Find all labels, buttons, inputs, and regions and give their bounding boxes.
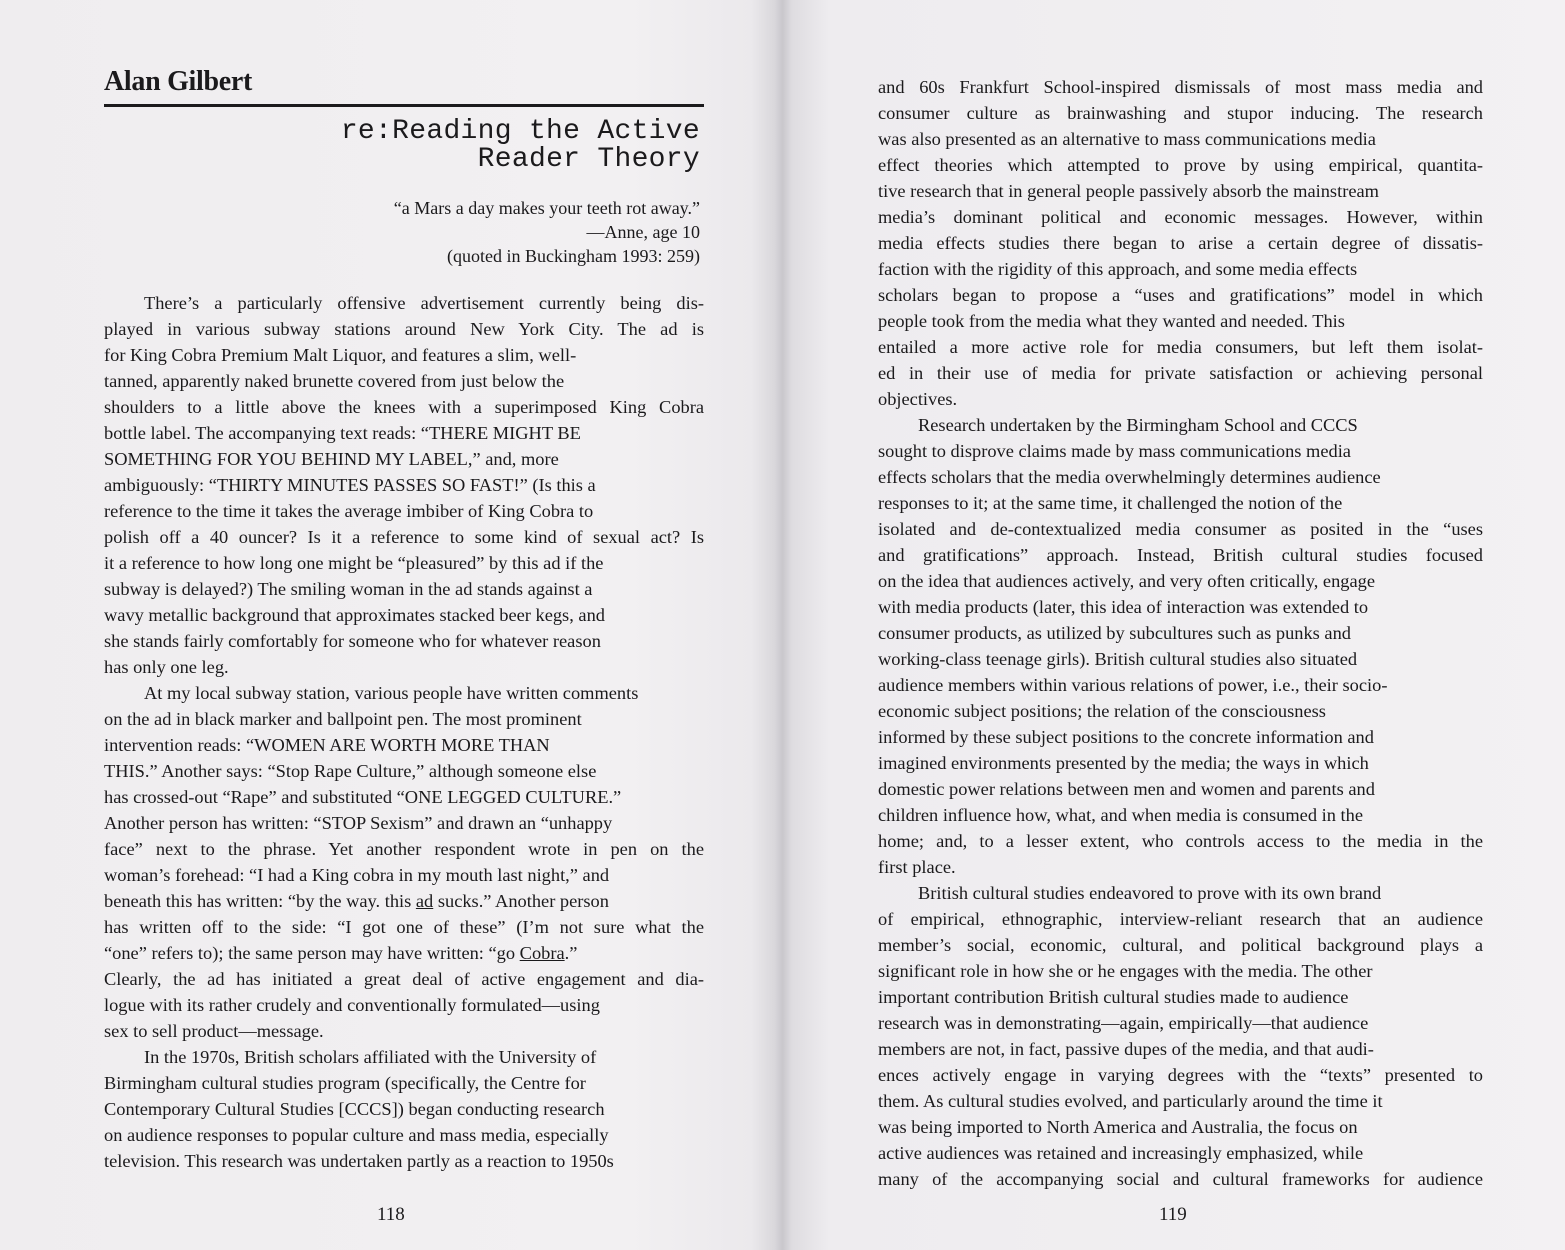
title-line: re:Reading the Active xyxy=(340,116,700,147)
article-title xyxy=(140,118,700,174)
text-line: subway is delayed?) The smiling woman in the ad stands against a xyxy=(104,579,593,599)
epigraph-citation: (quoted in Buckingham 1993: 259) xyxy=(447,246,700,266)
text-line: objectives. xyxy=(878,389,958,409)
text-line: tanned, apparently naked brunette covered from just below the xyxy=(104,371,565,391)
text-line: of empirical, ethnographic, interview-reliant research that an audience xyxy=(878,909,1483,929)
text-line: on the idea that audiences actively, and very often critically, engage xyxy=(878,571,1376,591)
text-line: scholars began to propose a “uses and gratifications” model in which xyxy=(878,285,1483,305)
text-line: Birmingham cultural studies program (specifically, the Centre for xyxy=(104,1073,586,1093)
text-line: consumer culture as brainwashing and stupor inducing. The research xyxy=(878,103,1483,123)
page-number: 119 xyxy=(1159,1204,1187,1225)
text-line: member’s social, economic, cultural, and political background plays a xyxy=(878,935,1483,955)
right-body-text xyxy=(878,74,1483,1192)
text-line: imagined environments presented by the media; the ways in which xyxy=(878,753,1369,773)
right-page xyxy=(790,0,1565,1250)
text-line: people took from the media what they wanted and needed. This xyxy=(878,311,1345,331)
text-line: isolated and de-contextualized media consumer as posited in the “uses xyxy=(878,519,1483,539)
text-line: and 60s Frankfurt School-inspired dismissals of most mass media and xyxy=(878,77,1483,97)
text-line: audience members within various relations of power, i.e., their socio- xyxy=(878,675,1388,695)
text-line: intervention reads: “WOMEN ARE WORTH MORE THAN xyxy=(104,735,550,755)
text-line: At my local subway station, various people have written comments xyxy=(144,683,639,703)
text-line: and gratifications” approach. Instead, British cultural studies focused xyxy=(878,545,1483,565)
text-line: was also presented as an alternative to mass communications media xyxy=(878,129,1376,149)
text-line: has written off to the side: “I got one of these” (I’m not sure what the xyxy=(104,917,704,937)
text-line: Clearly, the ad has initiated a great deal of active engagement and dia- xyxy=(104,969,704,989)
text-line: members are not, in fact, passive dupes of the media, and that audi- xyxy=(878,1039,1374,1059)
text-line: informed by these subject positions to the concrete information and xyxy=(878,727,1374,747)
text-line: them. As cultural studies evolved, and particularly around the time it xyxy=(878,1091,1383,1111)
text-fragment: “one” refers to); the same person may have written: “go xyxy=(104,943,520,963)
text-line: Another person has written: “STOP Sexism” and drawn an “unhappy xyxy=(104,813,613,833)
text-line: British cultural studies endeavored to prove with its own brand xyxy=(918,883,1382,903)
text-line: woman’s forehead: “I had a King cobra in my mouth last night,” and xyxy=(104,865,610,885)
left-page xyxy=(0,0,782,1250)
text-line: was being imported to North America and Australia, the focus on xyxy=(878,1117,1358,1137)
text-line: played in various subway stations around New York City. The ad is xyxy=(104,319,704,339)
text-line: faction with the rigidity of this approach, and some media effects xyxy=(878,259,1358,279)
text-line: THIS.” Another says: “Stop Rape Culture,” although someone else xyxy=(104,761,597,781)
text-line: There’s a particularly offensive advertisement currently being dis- xyxy=(144,293,704,313)
text-line: logue with its rather crudely and conventionally formulated—using xyxy=(104,995,600,1015)
epigraph-quote: “a Mars a day makes your teeth rot away.” xyxy=(393,198,700,218)
text-line: children influence how, what, and when media is consumed in the xyxy=(878,805,1363,825)
text-line: tive research that in general people passively absorb the mainstream xyxy=(878,181,1379,201)
text-line: effect theories which attempted to prove by using empirical, quantita- xyxy=(878,155,1483,175)
text-fragment: .” xyxy=(564,943,578,963)
text-line: media effects studies there began to arise a certain degree of dissatis- xyxy=(878,233,1483,253)
text-line: SOMETHING FOR YOU BEHIND MY LABEL,” and, more xyxy=(104,449,559,469)
text-line: home; and, to a lesser extent, who controls access to the media in the xyxy=(878,831,1483,851)
text-line: active audiences was retained and increasingly emphasized, while xyxy=(878,1143,1364,1163)
text-line: first place. xyxy=(878,857,956,877)
text-line: responses to it; at the same time, it challenged the notion of the xyxy=(878,493,1343,513)
header-rule xyxy=(104,104,704,107)
text-line: media’s dominant political and economic messages. However, within xyxy=(878,207,1483,227)
text-line: shoulders to a little above the knees with a superimposed King Cobra xyxy=(104,397,704,417)
text-line: ambiguously: “THIRTY MINUTES PASSES SO FAST!” (Is this a xyxy=(104,475,596,495)
text-line: she stands fairly comfortably for someone who for whatever reason xyxy=(104,631,601,651)
text-line: with media products (later, this idea of interaction was extended to xyxy=(878,597,1369,617)
text-line: bottle label. The accompanying text reads: “THERE MIGHT BE xyxy=(104,423,581,443)
text-line: television. This research was undertaken partly as a reaction to 1950s xyxy=(104,1151,614,1171)
text-line: working-class teenage girls). British cultural studies also situated xyxy=(878,649,1358,669)
title-line: Reader Theory xyxy=(477,144,700,175)
epigraph xyxy=(200,196,700,268)
text-line: research was in demonstrating—again, empirically—that audience xyxy=(878,1013,1369,1033)
text-line: ed in their use of media for private satisfaction or achieving personal xyxy=(878,363,1483,383)
text-line xyxy=(104,888,704,914)
text-line: on audience responses to popular culture and mass media, especially xyxy=(104,1125,609,1145)
underlined-word: Cobra xyxy=(519,943,565,963)
text-line: it a reference to how long one might be “pleasured” by this ad if the xyxy=(104,553,604,573)
text-line: significant role in how she or he engages with the media. The other xyxy=(878,961,1373,981)
text-line: has crossed-out “Rape” and substituted “ONE LEGGED CULTURE.” xyxy=(104,787,622,807)
text-fragment: sucks.” Another person xyxy=(433,891,609,911)
page-number: 118 xyxy=(377,1204,405,1225)
text-line: effects scholars that the media overwhelmingly determines audience xyxy=(878,467,1381,487)
text-line: In the 1970s, British scholars affiliated with the University of xyxy=(144,1047,597,1067)
text-line xyxy=(104,940,704,966)
text-line: important contribution British cultural studies made to audience xyxy=(878,987,1349,1007)
epigraph-attribution: —Anne, age 10 xyxy=(586,222,700,242)
text-line: Research undertaken by the Birmingham School and CCCS xyxy=(918,415,1358,435)
left-body-text xyxy=(104,290,704,1174)
text-line: face” next to the phrase. Yet another respondent wrote in pen on the xyxy=(104,839,704,859)
underlined-word: ad xyxy=(415,891,434,911)
text-line: many of the accompanying social and cultural frameworks for audience xyxy=(878,1169,1483,1189)
text-line: on the ad in black marker and ballpoint pen. The most prominent xyxy=(104,709,582,729)
text-line: sex to sell product—message. xyxy=(104,1021,324,1041)
text-line: consumer products, as utilized by subcultures such as punks and xyxy=(878,623,1351,643)
author-name: Alan Gilbert xyxy=(104,66,253,97)
text-line: sought to disprove claims made by mass communications media xyxy=(878,441,1351,461)
text-line: Contemporary Cultural Studies [CCCS]) began conducting research xyxy=(104,1099,605,1119)
text-line: polish off a 40 ouncer? Is it a reference to some kind of sexual act? Is xyxy=(104,527,704,547)
text-line: economic subject positions; the relation of the consciousness xyxy=(878,701,1326,721)
text-line: domestic power relations between men and women and parents and xyxy=(878,779,1375,799)
text-line: for King Cobra Premium Malt Liquor, and features a slim, well- xyxy=(104,345,577,365)
text-line: entailed a more active role for media consumers, but left them isolat- xyxy=(878,337,1483,357)
text-line: has only one leg. xyxy=(104,657,229,677)
text-line: ences actively engage in varying degrees with the “texts” presented to xyxy=(878,1065,1483,1085)
text-line: reference to the time it takes the average imbiber of King Cobra to xyxy=(104,501,594,521)
text-line: wavy metallic background that approximates stacked beer kegs, and xyxy=(104,605,605,625)
text-fragment: beneath this has written: “by the way. this xyxy=(104,891,416,911)
